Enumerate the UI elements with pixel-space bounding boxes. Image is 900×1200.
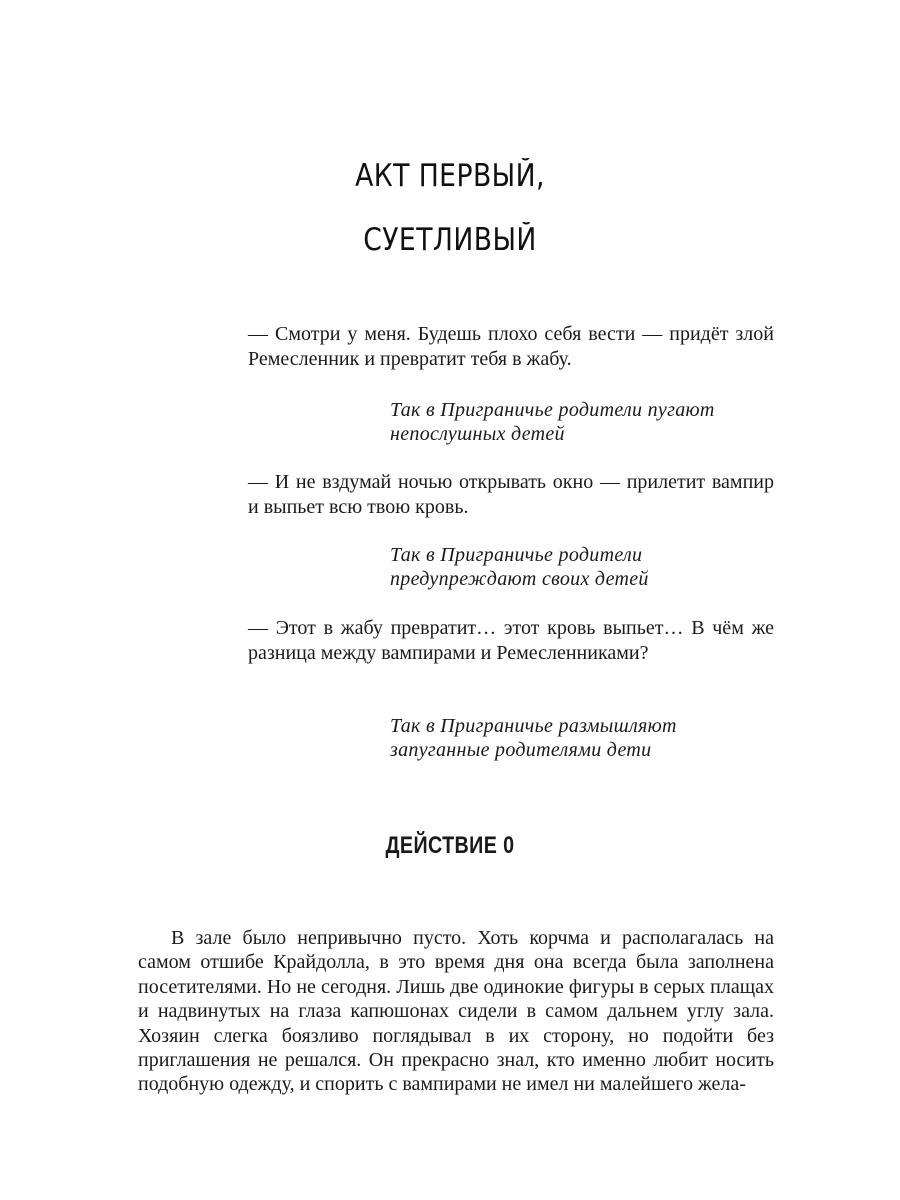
- epigraph-quote-text: — Смотри у меня. Будешь плохо себя вести — придёт злой Ремесленник и превратит тебя в жабу.: [248, 323, 774, 370]
- epigraph-quote-3: [248, 616, 774, 666]
- epigraph-attribution-text: Так в Приграничье родители предупреждают своих детей: [390, 544, 649, 590]
- part-title-line-1: АКТ ПЕРВЫЙ,: [355, 158, 545, 194]
- epigraph-quote-text: — Этот в жабу превратит… этот кровь выпьет… В чём же разница между вампирами и Ремесленниками?: [248, 617, 774, 664]
- epigraph-attribution-text: Так в Приграничье родители пугают непослушных детей: [390, 399, 715, 445]
- epigraph-attribution-text: Так в Приграничье размышляют запуганные родителями дети: [390, 715, 677, 761]
- epigraph-attribution-1: [248, 398, 774, 446]
- section-title: ДЕЙСТВИЕ 0: [385, 832, 515, 859]
- epigraph-quote-1: [248, 322, 774, 372]
- epigraph-quote-text: — И не вздумай ночью открывать окно — прилетит вампир и выпьет всю твою кровь.: [248, 471, 774, 518]
- epigraph-attribution-3: [248, 714, 774, 762]
- epigraph-quote-2: [248, 470, 774, 520]
- epigraph-attribution-2: [248, 543, 774, 591]
- body-paragraph: В зале было непривычно пусто. Хоть корчма и располагалась на самом отшибе Крайдолла, в это время дня она всегда была заполнена посетителями. Но не сегодня. Лишь две одинокие фигуры в серых плащах и надвинутых на глаза капюшонах сидели в самом дальнем углу зала. Хозяин слегка боязливо поглядывал в их сторону, но подойти без приглашения не решался. Он прекрасно знал, кто именно любит носить подобную одежду, и спорить с вампирами не имел ни малейшего жела-: [138, 927, 774, 1096]
- part-title-line-2: СУЕТЛИВЫЙ: [363, 222, 537, 258]
